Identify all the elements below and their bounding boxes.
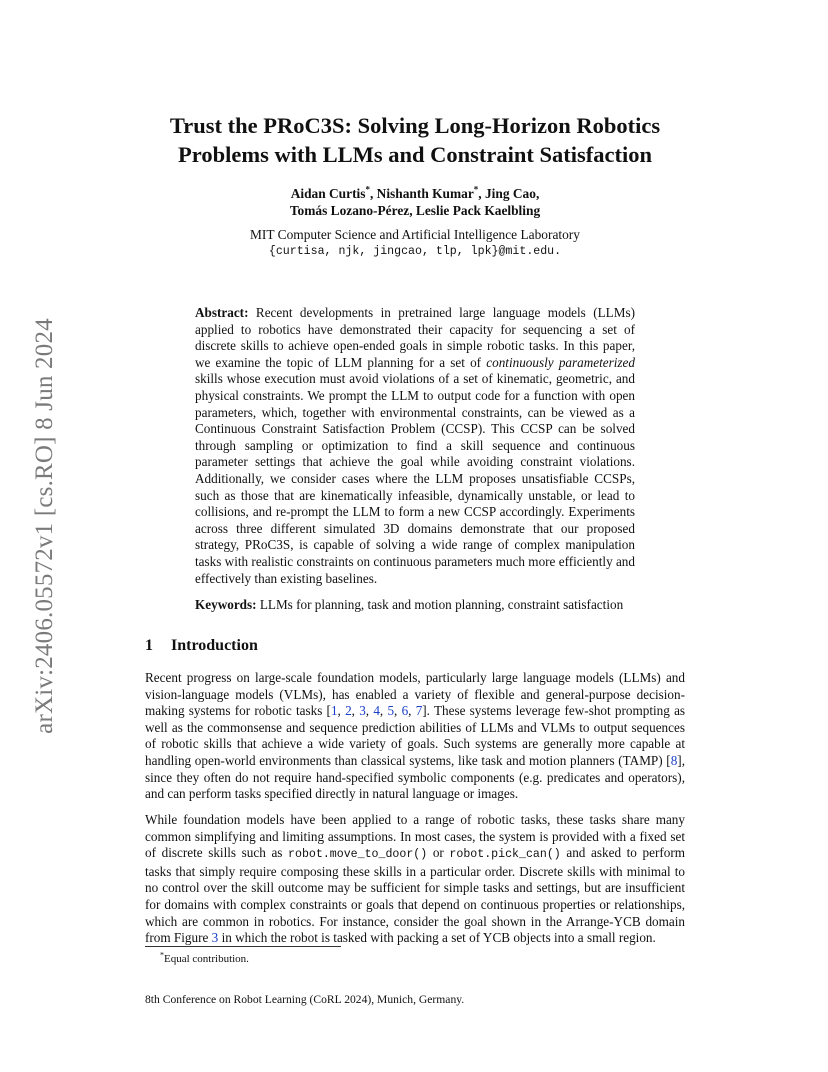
affiliation-emails: {curtisa, njk, jingcao, tlp, lpk}@mit.edu. [268, 245, 562, 258]
intro-paragraph-2 [145, 812, 685, 947]
equal-contrib-mark: * [365, 184, 370, 195]
affiliation [145, 226, 685, 260]
abstract [195, 305, 635, 587]
footnote-mark: * [160, 950, 164, 960]
author-line-2: Tomás Lozano-Pérez, Leslie Pack Kaelbling [289, 203, 541, 218]
keywords [195, 597, 635, 614]
citation-link[interactable]: 3 [359, 703, 366, 719]
abstract-emphasis: continuously parameterized [486, 354, 635, 370]
intro-p2-text-c: in which the robot is tasked with packing a set of YCB objects into a small region. [218, 930, 656, 946]
intro-p2-text-a: While foundation models have been applied to a range of robotic tasks, these tasks share many common simplifying and limiting assumptions. In most cases, the system is provided with a fixed set of discrete skills such as [145, 812, 685, 861]
intro-p1-text-b: ]. These systems leverage few-shot prompting as well as the commonsense and sequence prediction abilities of LLMs and VLMs to output sequences of robotic skills that achieve a wide variety of goals. Such systems are generally more capable at handling open-world environments than classical systems, like task and motion planners (TAMP) [ [145, 703, 686, 768]
footnote [160, 952, 680, 966]
intro-p1-text-c: ], since they often do not require hand-specified symbolic components (e.g. predicates and operators), and can perform tasks specified directly in natural language or images. [145, 752, 685, 802]
affiliation-lab: MIT Computer Science and Artificial Intelligence Laboratory [250, 227, 580, 242]
intro-p1-text-a: Recent progress on large-scale foundation models, particularly large language models (LLMs) and vision-language models (VLMs), has enabled a variety of flexible and general-purpose decision-making systems for robotic tasks [ [145, 670, 685, 719]
section-number: 1 [145, 637, 153, 654]
intro-paragraph-1: Recent progress on large-scale foundation models, particularly large language models (LLMs) and vision-language models (VLMs), has enabled a variety of flexible and general-purpose decision-making systems for robotic tasks [1, 2, 3, 4, 5, 6, 7]. These systems leverage few-shot prompting as well as the commonsense and sequence prediction abilities of LLMs and VLMs to output sequences of robotic skills that achieve a wide variety of goals. Such systems are generally more capable at handling open-world environments than classical systems, like task and motion planners (TAMP) [8], since they often do not require hand-specified symbolic components (e.g. predicates and operators), and can perform tasks specified directly in natural language or images. [145, 670, 686, 802]
arxiv-stamp-text: arXiv:2406.05572v1 [cs.RO] 8 Jun 2024 [31, 318, 59, 734]
footnote-text: Equal contribution. [164, 953, 249, 965]
citation-link[interactable]: 8 [670, 752, 678, 768]
citation-link[interactable]: 1 [330, 703, 338, 719]
author-kumar: , Nishanth Kumar [369, 186, 474, 201]
author-cao: , Jing Cao, [478, 186, 540, 201]
author-line-1 [145, 185, 685, 202]
footnote-divider [145, 946, 341, 947]
abstract-label: Abstract: [195, 305, 249, 320]
citation-link[interactable]: 6 [401, 703, 409, 719]
code-move-to-door: robot.move_to_door() [288, 848, 428, 862]
section-title: Introduction [171, 637, 258, 654]
author-list [145, 185, 685, 219]
title-line-2: Problems with LLMs and Constraint Satisfaction [178, 142, 652, 167]
code-pick-can: robot.pick_can() [449, 848, 561, 862]
intro-p2-text-b: and asked to perform tasks that simply require composing these skills in a particular order. Discrete skills with minimal to no control over the skill outcome may be sufficient for simple tasks and settings, but are insufficient for domains with complex constraints or goals that depend on continuous properties or relationships, which are common in robotics. For instance, consider the goal shown in the Arrange-YCB domain from Figure [145, 845, 685, 946]
abstract-text-a: Recent developments in pretrained large language models (LLMs) applied to robotics have demonstrated their capacity for sequencing a set of discrete skills to achieve open-ended goals in simple robotic tasks. In this paper, we examine the topic of LLM planning for a set of [195, 305, 635, 370]
title-line-1: Trust the PRoC3S: Solving Long-Horizon Robotics [169, 113, 661, 138]
arxiv-stamp [22, 296, 68, 756]
intro-p2-or: or [427, 845, 450, 861]
author-curtis: Aidan Curtis [290, 186, 366, 201]
citation-link[interactable]: 2 [345, 703, 352, 719]
paper-title [145, 111, 685, 169]
equal-contrib-mark: * [473, 184, 479, 195]
keywords-label: Keywords: [195, 597, 257, 612]
venue-line: 8th Conference on Robot Learning (CoRL 2024), Munich, Germany. [145, 993, 465, 1006]
citation-link[interactable]: 5 [387, 703, 395, 719]
citation-link[interactable]: 4 [373, 703, 380, 719]
figure-reference-link[interactable]: 3 [211, 930, 219, 946]
citation-link[interactable]: 7 [415, 703, 423, 719]
keywords-text: LLMs for planning, task and motion planning, constraint satisfaction [256, 597, 624, 612]
abstract-text-b: skills whose execution must avoid violations of a set of kinematic, geometric, and physical constraints. We prompt the LLM to output code for a function with open parameters, which, together with environmental constraints, can be viewed as a Continuous Constraint Satisfaction Problem (CCSP). This CCSP can be solved through sampling or optimization to find a skill sequence and continuous parameter settings that achieve the goal while avoiding constraint violations. Additionally, we consider cases where the LLM proposes unsatisfiable CCSPs, such as those that are kinematically infeasible, dynamically unstable, or lead to collisions, and re-prompt the LLM to form a new CCSP accordingly. Experiments across three different simulated 3D domains demonstrate that our proposed strategy, PRoC3S, is capable of solving a wide range of complex manipulation tasks with realistic constraints on continuous parameters much more efficiently and effectively than existing baselines. [195, 371, 635, 586]
section-heading-introduction [145, 636, 685, 656]
